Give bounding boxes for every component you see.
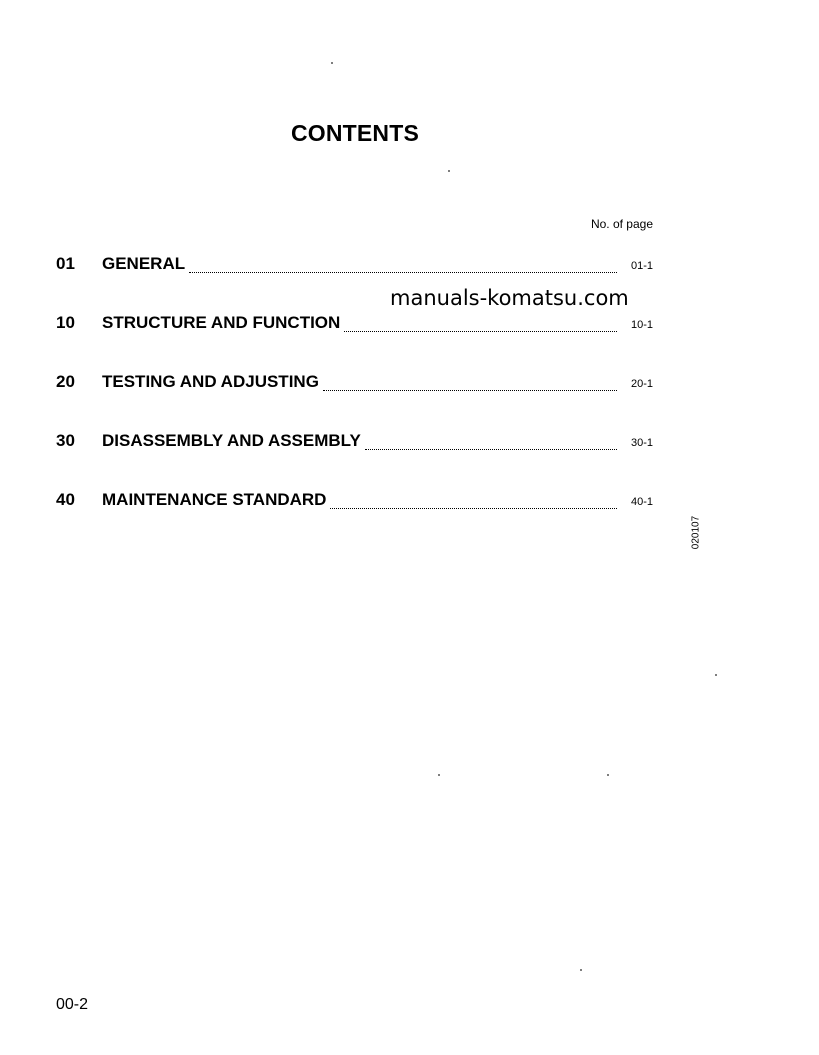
toc-section-number: 40 (56, 490, 75, 509)
toc-section-title: GENERAL (102, 254, 186, 273)
watermark-text: manuals-komatsu.com (390, 286, 629, 310)
toc-section-number: 30 (56, 431, 75, 450)
toc-page-number: 10-1 (630, 319, 653, 331)
scan-speck (715, 674, 717, 676)
toc-section-title: DISASSEMBLY AND ASSEMBLY (102, 431, 361, 450)
toc-row-maintenance-standard (56, 490, 653, 514)
toc-section-number: 10 (56, 313, 75, 332)
toc-page-number: 01-1 (630, 260, 653, 272)
toc-leader-dots (344, 330, 617, 332)
toc-page-number: 40-1 (630, 496, 653, 508)
scan-speck (607, 774, 609, 776)
toc-row-testing-and-adjusting (56, 372, 653, 396)
toc-page-number: 30-1 (630, 437, 653, 449)
toc-row-disassembly-and-assembly (56, 431, 653, 455)
toc-leader-dots (365, 448, 617, 450)
toc-leader-dots (330, 507, 617, 509)
scan-speck (448, 170, 450, 172)
toc-leader-dots (323, 389, 617, 391)
toc-section-title: MAINTENANCE STANDARD (102, 490, 327, 509)
scan-speck (580, 969, 582, 971)
toc-row-structure-and-function (56, 313, 653, 337)
document-code-vertical: 020107 (690, 515, 702, 550)
toc-section-title: TESTING AND ADJUSTING (102, 372, 319, 391)
toc-section-number: 01 (56, 254, 75, 273)
footer-page-number: 00-2 (56, 996, 89, 1013)
toc-section-number: 20 (56, 372, 75, 391)
scan-speck (331, 62, 333, 64)
toc-page-number: 20-1 (630, 378, 653, 390)
toc-section-title: STRUCTURE AND FUNCTION (102, 313, 341, 332)
page-column-header: No. of page (590, 217, 653, 231)
scan-speck (438, 774, 440, 776)
toc-row-general (56, 254, 653, 278)
toc-leader-dots (189, 271, 617, 273)
page-title: CONTENTS (290, 120, 420, 146)
